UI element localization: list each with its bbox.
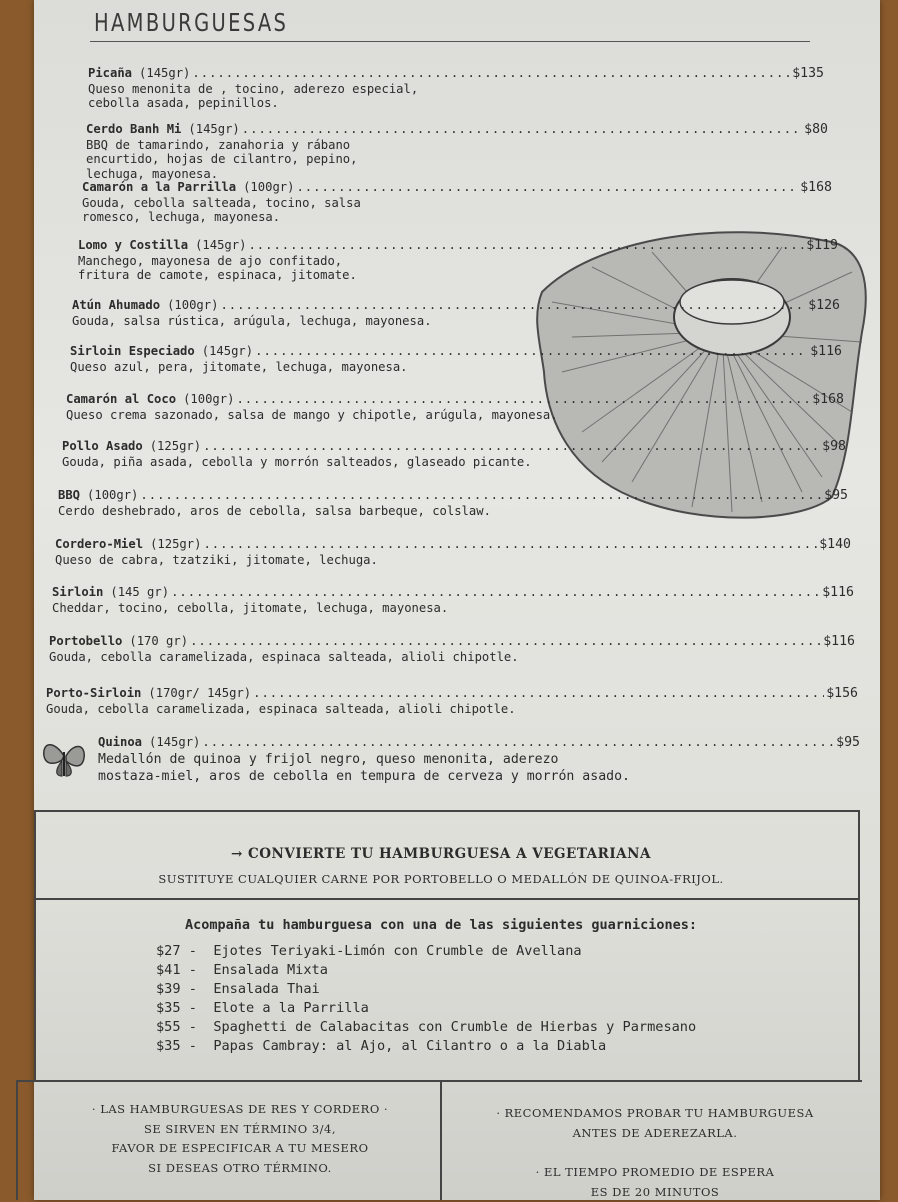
leader-dots: [253, 686, 824, 701]
menu-item: [86, 122, 828, 181]
side-item: $35 - Papas Cambray: al Ajo, al Cilantro o a la Diabla: [156, 1038, 607, 1054]
butterfly-icon: [40, 736, 88, 780]
item-description: Queso azul, pera, jitomate, lechuga, mayonesa.: [70, 359, 408, 374]
item-description: Queso menonita de , tocino, aderezo especial, cebolla asada, pepinillos.: [88, 81, 419, 110]
item-name: Cordero-Miel: [55, 537, 144, 551]
side-item: $41 - Ensalada Mixta: [156, 962, 328, 978]
item-name: Atún Ahumado: [72, 298, 161, 312]
sides-list: [156, 942, 696, 1056]
item-name: Quinoa: [98, 735, 143, 749]
menu-title: HAMBURGUESAS: [94, 8, 289, 37]
item-weight: (145gr): [139, 66, 191, 80]
item-name: BBQ: [58, 488, 81, 502]
box-divider: [16, 1080, 862, 1082]
side-item: $55 - Spaghetti de Calabacitas con Crumble de Hierbas y Parmesano: [156, 1019, 697, 1035]
item-price: $80: [804, 122, 828, 137]
wait-time-note: · EL TIEMPO PROMEDIO DE ESPERA ES DE 20 MINUTOS: [535, 1165, 775, 1199]
leader-dots: [190, 634, 821, 649]
item-price: $116: [822, 585, 854, 600]
item-name: Sirloin: [52, 585, 104, 599]
box-column-divider: [440, 1080, 442, 1200]
leader-dots: [202, 735, 834, 750]
item-price: $119: [806, 238, 838, 253]
side-label: Papas Cambray: al Ajo, al Cilantro o a la Diabla: [213, 1038, 607, 1054]
item-weight: (125gr): [150, 537, 202, 551]
menu-item: [66, 392, 844, 422]
side-price: $55: [156, 1019, 181, 1035]
side-item: $35 - Elote a la Parrilla: [156, 1000, 369, 1016]
item-price: $116: [823, 634, 855, 649]
side-price: $27: [156, 943, 181, 959]
leader-dots: [242, 122, 802, 137]
item-name: Picaña: [88, 66, 133, 80]
side-label: Spaghetti de Calabacitas con Crumble de Hierbas y Parmesano: [213, 1019, 697, 1035]
item-name: Cerdo Banh Mi: [86, 122, 182, 136]
side-price: $35: [156, 1038, 181, 1054]
leader-dots: [248, 238, 804, 253]
item-weight: (145gr): [195, 238, 247, 252]
item-weight: (100gr): [87, 488, 139, 502]
menu-item: [52, 585, 854, 615]
item-name: Porto-Sirloin: [46, 686, 142, 700]
item-price: $95: [824, 488, 848, 503]
vegetarian-conversion-title: → CONVIERTE TU HAMBURGUESA A VEGETARIANA: [231, 846, 651, 862]
item-weight: (100gr): [167, 298, 219, 312]
menu-item: [82, 180, 832, 225]
leader-dots: [171, 585, 820, 600]
side-price: $39: [156, 981, 181, 997]
item-weight: (145 gr): [110, 585, 170, 599]
item-weight: (170 gr): [129, 634, 189, 648]
menu-item: [72, 298, 840, 328]
side-item: $27 - Ejotes Teriyaki-Limón con Crumble de Avellana: [156, 943, 582, 959]
leader-dots: [203, 537, 817, 552]
item-weight: (145gr): [149, 735, 201, 749]
leader-dots: [236, 392, 810, 407]
doneness-note: · LAS HAMBURGUESAS DE RES Y CORDERO · SE SIRVEN EN TÉRMINO 3/4, FAVOR DE ESPECIFICAR A TU MESERO SI DESEAS OTRO TÉRMINO.: [91, 1102, 389, 1175]
title-rule: [90, 41, 810, 42]
side-price: $35: [156, 1000, 181, 1016]
item-name: Portobello: [49, 634, 123, 648]
item-price: $126: [808, 298, 840, 313]
menu-item: [88, 66, 824, 111]
side-label: Ensalada Mixta: [213, 962, 328, 978]
item-description: Gouda, piña asada, cebolla y morrón salteados, glaseado picante.: [62, 454, 532, 469]
leader-dots: [220, 298, 806, 313]
item-price: $135: [792, 66, 824, 81]
menu-item: [78, 238, 838, 283]
menu-item: [46, 686, 858, 716]
item-price: $98: [822, 439, 846, 454]
item-description: Gouda, cebolla caramelizada, espinaca salteada, alioli chipotle.: [49, 649, 519, 664]
item-price: $116: [810, 344, 842, 359]
sides-title: Acompaña tu hamburguesa con una de las siguientes guarniciones:: [184, 917, 698, 933]
menu-item: [62, 439, 846, 469]
item-name: Pollo Asado: [62, 439, 143, 453]
item-weight: (100gr): [183, 392, 235, 406]
item-weight: (125gr): [149, 439, 202, 453]
item-description: BBQ de tamarindo, zanahoria y rábano encurtido, hojas de cilantro, pepino, lechuga, mayonesa.: [86, 137, 358, 181]
item-price: $140: [819, 537, 851, 552]
item-weight: (170gr/ 145gr): [148, 686, 252, 700]
box-border: [16, 1080, 18, 1200]
leader-dots: [203, 439, 820, 454]
side-item: $39 - Ensalada Thai: [156, 981, 320, 997]
menu-item: [49, 634, 855, 664]
menu-item: [55, 537, 851, 567]
item-price: $156: [826, 686, 858, 701]
menu-item: [58, 488, 848, 518]
vegetarian-conversion-subtitle: SUSTITUYE CUALQUIER CARNE POR PORTOBELLO O MEDALLÓN DE QUINOA-FRIJOL.: [158, 872, 724, 886]
item-description: Gouda, cebolla caramelizada, espinaca salteada, alioli chipotle.: [46, 701, 516, 716]
side-label: Ejotes Teriyaki-Limón con Crumble de Avellana: [213, 943, 582, 959]
item-description: Medallón de quinoa y frijol negro, queso menonita, aderezo mostaza-miel, aros de cebolla en tempura de cerveza y morrón asado.: [98, 751, 630, 784]
item-description: Queso crema sazonado, salsa de mango y chipotle, arúgula, mayonesa.: [66, 407, 558, 422]
item-weight: (145gr): [188, 122, 240, 136]
item-name: Lomo y Costilla: [78, 238, 189, 252]
side-label: Elote a la Parrilla: [213, 1000, 369, 1016]
leader-dots: [140, 488, 822, 503]
item-price: $95: [836, 735, 860, 750]
item-description: Cheddar, tocino, cebolla, jitomate, lechuga, mayonesa.: [52, 600, 449, 615]
item-description: Gouda, cebolla salteada, tocino, salsa romesco, lechuga, mayonesa.: [82, 195, 361, 224]
leader-dots: [296, 180, 798, 195]
taste-note: · RECOMENDAMOS PROBAR TU HAMBURGUESA ANTES DE ADEREZARLA.: [496, 1106, 814, 1140]
item-description: Cerdo deshebrado, aros de cebolla, salsa barbeque, colslaw.: [58, 503, 491, 518]
leader-dots: [192, 66, 790, 81]
menu-item: [98, 735, 860, 785]
box-divider: [34, 898, 858, 900]
menu-item: [70, 344, 842, 374]
side-price: $41: [156, 962, 181, 978]
item-weight: (145gr): [201, 344, 254, 358]
item-name: Sirloin Especiado: [70, 344, 195, 358]
item-description: Queso de cabra, tzatziki, jitomate, lechuga.: [55, 552, 378, 567]
item-name: Camarón al Coco: [66, 392, 177, 406]
info-box: [20, 810, 862, 1200]
item-price: $168: [800, 180, 832, 195]
side-label: Ensalada Thai: [213, 981, 320, 997]
item-name: Camarón a la Parrilla: [82, 180, 237, 194]
item-weight: (100gr): [243, 180, 295, 194]
item-description: Manchego, mayonesa de ajo confitado, fritura de camote, espinaca, jitomate.: [78, 253, 357, 282]
item-price: $168: [812, 392, 844, 407]
item-description: Gouda, salsa rústica, arúgula, lechuga, mayonesa.: [72, 313, 432, 328]
leader-dots: [255, 344, 808, 359]
